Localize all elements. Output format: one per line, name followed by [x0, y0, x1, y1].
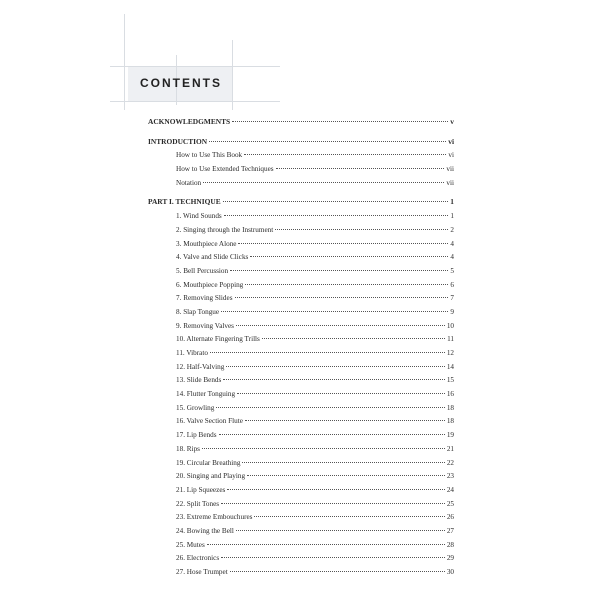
- toc-entry[interactable]: [148, 567, 454, 581]
- toc-entry-label: PART I. TECHNIQUE: [148, 197, 221, 207]
- toc-entry[interactable]: [148, 458, 454, 472]
- leader-dots: [216, 407, 444, 408]
- toc-entry-page: 18: [446, 417, 454, 426]
- leader-dots: [227, 489, 445, 490]
- leader-dots: [223, 201, 449, 202]
- leader-dots: [203, 182, 444, 183]
- leader-dots: [202, 448, 445, 449]
- toc-entry-page: 10: [446, 321, 454, 330]
- toc-entry-part-1[interactable]: [148, 197, 454, 211]
- toc-entry-page: 22: [446, 458, 454, 467]
- toc-entry[interactable]: [148, 444, 454, 458]
- leader-dots: [226, 366, 445, 367]
- toc-entry-label: 9. Removing Valves: [176, 321, 234, 330]
- toc-entry[interactable]: [148, 178, 454, 192]
- toc-entry[interactable]: [148, 225, 454, 239]
- leader-dots: [232, 121, 448, 122]
- leader-dots: [230, 571, 445, 572]
- toc-entry[interactable]: [148, 553, 454, 567]
- toc-entry[interactable]: [148, 499, 454, 513]
- toc-entry-page: 11: [447, 335, 454, 344]
- toc-entry-label: 6. Mouthpiece Popping: [176, 280, 244, 289]
- leader-dots: [221, 311, 448, 312]
- toc-entry-page: 30: [446, 568, 454, 576]
- toc-entry-label: 7. Removing Slides: [176, 294, 233, 303]
- leader-dots: [235, 297, 449, 298]
- toc-entry-page: 28: [446, 540, 454, 549]
- toc-entry-label: 25. Mutes: [176, 540, 205, 549]
- toc-entry-page: vii: [446, 178, 454, 187]
- toc-entry-label: 10. Alternate Fingering Trills: [176, 335, 260, 344]
- toc-entry[interactable]: [148, 280, 454, 294]
- toc-entry-page: 23: [446, 472, 454, 481]
- leader-dots: [236, 325, 445, 326]
- toc-entry[interactable]: [148, 403, 454, 417]
- toc-entry[interactable]: [148, 150, 454, 164]
- leader-dots: [221, 557, 445, 558]
- toc-entry[interactable]: [148, 362, 454, 376]
- toc-entry-page: v: [450, 117, 454, 126]
- toc-entry-page: 18: [446, 403, 454, 412]
- leader-dots: [219, 434, 445, 435]
- toc-entry[interactable]: [148, 321, 454, 335]
- toc-entry-label: 5. Bell Percussion: [176, 266, 229, 275]
- toc-entry-label: 8. Slap Tongue: [176, 307, 220, 316]
- toc-entry[interactable]: [148, 540, 454, 554]
- toc-entry-label: 16. Valve Section Flute: [176, 417, 243, 426]
- toc-entry-label: 23. Extreme Embouchures: [176, 513, 253, 522]
- toc-entry-label: 4. Valve and Slide Clicks: [176, 253, 249, 262]
- leader-dots: [207, 544, 445, 545]
- toc-entry-label: Notation: [176, 178, 202, 187]
- toc-entry-page: 25: [446, 499, 454, 508]
- leader-dots: [254, 516, 444, 517]
- header-grid-line: [110, 101, 280, 102]
- toc-entry-label: 1. Wind Sounds: [176, 212, 222, 221]
- leader-dots: [236, 530, 445, 531]
- toc-entry-page: 7: [450, 294, 454, 303]
- toc-entry[interactable]: [148, 416, 454, 430]
- leader-dots: [244, 154, 446, 155]
- toc-entry[interactable]: [148, 307, 454, 321]
- toc-entry[interactable]: [148, 512, 454, 526]
- toc-entry-label: 15. Growling: [176, 403, 215, 412]
- toc-entry[interactable]: [148, 239, 454, 253]
- toc-entry[interactable]: [148, 485, 454, 499]
- toc-entry-page: 26: [446, 513, 454, 522]
- toc-entry-label: 14. Flutter Tonguing: [176, 390, 236, 399]
- toc-entry[interactable]: [148, 252, 454, 266]
- toc-entry-page: 9: [450, 307, 454, 316]
- toc-entry-page: 5: [450, 266, 454, 275]
- leader-dots: [250, 256, 448, 257]
- toc-entry-page: 2: [450, 225, 454, 234]
- toc-entry-page: 1: [450, 197, 454, 207]
- leader-dots: [242, 462, 444, 463]
- toc-entry-label: 21. Lip Squeezes: [176, 485, 226, 494]
- toc-entry-label: 13. Slide Bends: [176, 376, 222, 385]
- toc-entry-page: 29: [446, 554, 454, 563]
- toc-entry[interactable]: [148, 471, 454, 485]
- leader-dots: [238, 243, 448, 244]
- toc-entry[interactable]: [148, 211, 454, 225]
- header-grid-line: [124, 14, 125, 110]
- toc-entry-page: vi: [448, 136, 454, 146]
- leader-dots: [224, 215, 449, 216]
- leader-dots: [210, 352, 445, 353]
- toc-entry-page: 27: [446, 526, 454, 535]
- toc-entry-introduction[interactable]: [148, 137, 454, 151]
- page-title: CONTENTS: [140, 76, 222, 90]
- toc-entry-label: 11. Vibrato: [176, 349, 208, 357]
- leader-dots: [275, 229, 448, 230]
- toc-entry[interactable]: [148, 164, 454, 178]
- toc-entry[interactable]: [148, 293, 454, 307]
- toc-entry[interactable]: [148, 430, 454, 444]
- toc-entry-page: 12: [446, 349, 454, 357]
- toc-entry-label: 27. Hose Trumpet: [176, 568, 228, 576]
- toc-entry-label: INTRODUCTION: [148, 136, 208, 146]
- toc-entry-label: 24. Bowing the Bell: [176, 526, 234, 535]
- toc-entry[interactable]: [148, 375, 454, 389]
- toc-entry[interactable]: [148, 348, 454, 362]
- leader-dots: [223, 379, 444, 380]
- leader-dots: [247, 475, 445, 476]
- toc-entry-label: ACKNOWLEDGMENTS: [148, 117, 231, 126]
- toc-entry-label: 18. Rips: [176, 444, 200, 453]
- header-grid-line: [232, 40, 233, 110]
- toc-entry[interactable]: [148, 389, 454, 403]
- toc-entry-page: vi: [448, 151, 454, 160]
- toc-entry-page: 14: [446, 362, 454, 371]
- toc-entry-page: 4: [450, 253, 454, 262]
- toc-entry[interactable]: [148, 526, 454, 540]
- toc-entry-label: 12. Half-Valving: [176, 362, 225, 371]
- header-grid-line: [110, 66, 280, 67]
- leader-dots: [230, 270, 448, 271]
- toc-entry-label: 22. Split Tones: [176, 499, 220, 508]
- toc-entry-page: 15: [446, 376, 454, 385]
- toc-entry-page: 4: [450, 239, 454, 248]
- toc-entry-page: 24: [446, 485, 454, 494]
- leader-dots: [237, 393, 445, 394]
- toc-entry-page: 1: [450, 212, 454, 221]
- toc-entry-label: 26. Electronics: [176, 554, 220, 563]
- leader-dots: [262, 338, 445, 339]
- leader-dots: [209, 141, 446, 142]
- toc-entry-page: 21: [446, 444, 454, 453]
- toc-entry-page: vii: [446, 165, 454, 174]
- toc-entry-page: 6: [450, 280, 454, 289]
- toc-entry[interactable]: [148, 334, 454, 348]
- toc-entry-acknowledgments[interactable]: [148, 117, 454, 131]
- table-of-contents: [148, 117, 454, 581]
- toc-entry-label: 19. Circular Breathing: [176, 458, 241, 467]
- leader-dots: [276, 168, 445, 169]
- toc-entry[interactable]: [148, 266, 454, 280]
- toc-entry-label: 2. Singing through the Instrument: [176, 225, 274, 234]
- leader-dots: [245, 284, 448, 285]
- leader-dots: [221, 503, 445, 504]
- leader-dots: [245, 420, 445, 421]
- toc-entry-label: 20. Singing and Playing: [176, 472, 246, 481]
- toc-entry-label: How to Use This Book: [176, 151, 243, 160]
- toc-entry-label: How to Use Extended Techniques: [176, 165, 274, 174]
- toc-entry-label: 3. Mouthpiece Alone: [176, 239, 237, 248]
- toc-entry-page: 19: [446, 431, 454, 440]
- toc-entry-page: 16: [446, 390, 454, 399]
- toc-entry-label: 17. Lip Bends: [176, 431, 217, 440]
